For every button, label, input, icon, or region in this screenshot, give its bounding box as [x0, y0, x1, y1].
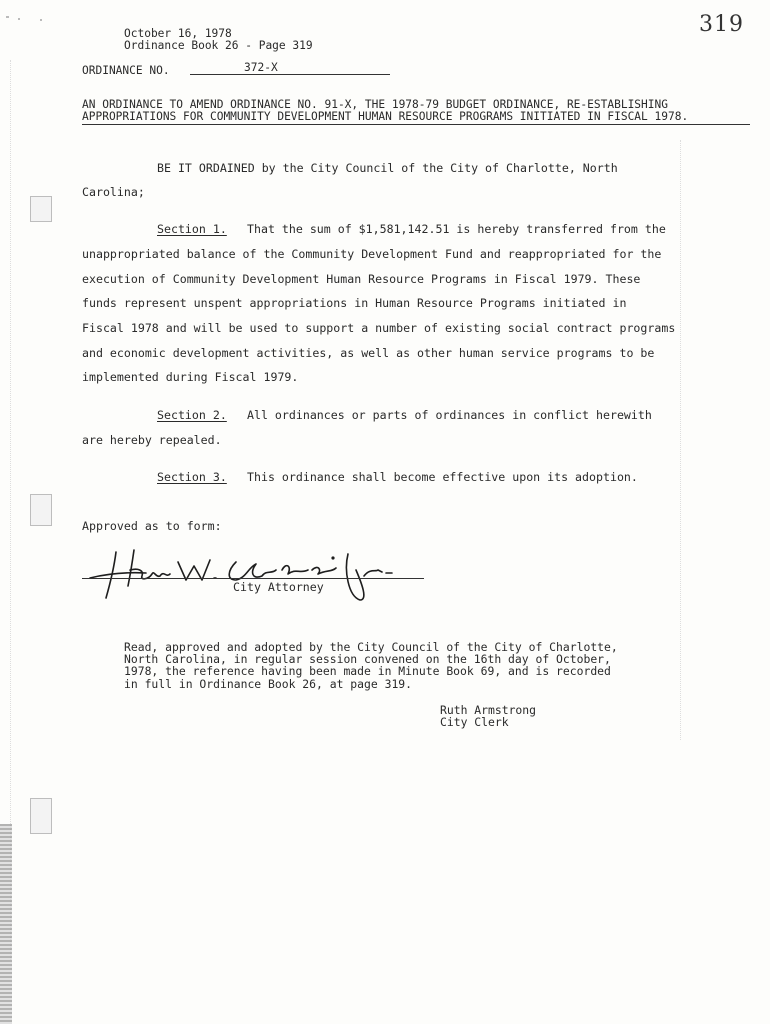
section-1-text: and economic development activities, as well as other human service programs to be	[82, 346, 655, 360]
ordinance-number-label: ORDINANCE NO.	[82, 64, 170, 77]
clerk-block	[440, 704, 536, 728]
signature-line	[82, 578, 424, 579]
section-2-text: are hereby repealed.	[82, 433, 222, 447]
page-number: 319	[699, 12, 744, 37]
approved-as-to-form: Approved as to form:	[82, 519, 222, 533]
margin-mark	[30, 494, 52, 526]
clerk-name: Ruth Armstrong	[440, 703, 537, 717]
scan-speck	[18, 18, 20, 20]
city-attorney-label: City Attorney	[233, 580, 324, 594]
ordinance-title-line: APPROPRIATIONS FOR COMMUNITY DEVELOPMENT HUMAN RESOURCE PROGRAMS INITIATED IN FISCAL 1978.	[82, 110, 689, 123]
ordinance-title-line: AN ORDINANCE TO AMEND ORDINANCE NO. 91-X, THE 1978-79 BUDGET ORDINANCE, RE-ESTABLISHING	[82, 98, 668, 111]
section-1-heading: Section 1.	[157, 222, 227, 236]
title-underline	[82, 124, 750, 125]
ordinance-number: 372-X	[244, 61, 278, 74]
section-1-text: implemented during Fiscal 1979.	[82, 370, 299, 384]
adoption-line: 1978, the reference having been made in Minute Book 69, and is recorded	[124, 664, 611, 679]
ordained-clause: BE IT ORDAINED by the City Council of the City of Charlotte, North	[157, 161, 618, 175]
header-book-page: Ordinance Book 26 - Page 319	[124, 39, 313, 52]
section-2-text: All ordinances or parts of ordinances in conflict herewith	[247, 408, 652, 422]
margin-mark	[30, 798, 52, 834]
clerk-title: City Clerk	[440, 715, 509, 730]
ordained-clause-cont: Carolina;	[82, 185, 145, 199]
margin-mark	[30, 196, 52, 222]
header-date: October 16, 1978	[124, 27, 232, 40]
section-1-text: unappropriated balance of the Community Development Fund and reappropriated for the	[82, 247, 662, 261]
section-1-text: execution of Community Development Human Resource Programs in Fiscal 1979. These	[82, 272, 641, 286]
adoption-line: North Carolina, in regular session convened on the 16th day of October,	[124, 652, 611, 667]
attorney-signature	[86, 540, 426, 612]
section-1-text: That the sum of $1,581,142.51 is hereby transferred from the	[247, 222, 666, 236]
binder-edge	[0, 824, 12, 1024]
adoption-line: Read, approved and adopted by the City Council of the City of Charlotte,	[124, 640, 618, 654]
section-1-text: Fiscal 1978 and will be used to support a number of existing social contract programs	[82, 321, 676, 335]
scan-speck	[40, 19, 42, 21]
scan-speck	[6, 16, 9, 18]
section-2-heading: Section 2.	[157, 408, 227, 422]
adoption-statement	[124, 641, 684, 690]
adoption-line: in full in Ordinance Book 26, at page 319.	[124, 676, 413, 691]
section-1-text: funds represent unspent appropriations in Human Resource Programs initiated in	[82, 296, 627, 310]
ordinance-number-rule	[190, 74, 390, 75]
section-3-heading: Section 3.	[157, 470, 227, 484]
ordinance-title	[82, 99, 757, 123]
section-3-text: This ordinance shall become effective upon its adoption.	[247, 470, 638, 484]
